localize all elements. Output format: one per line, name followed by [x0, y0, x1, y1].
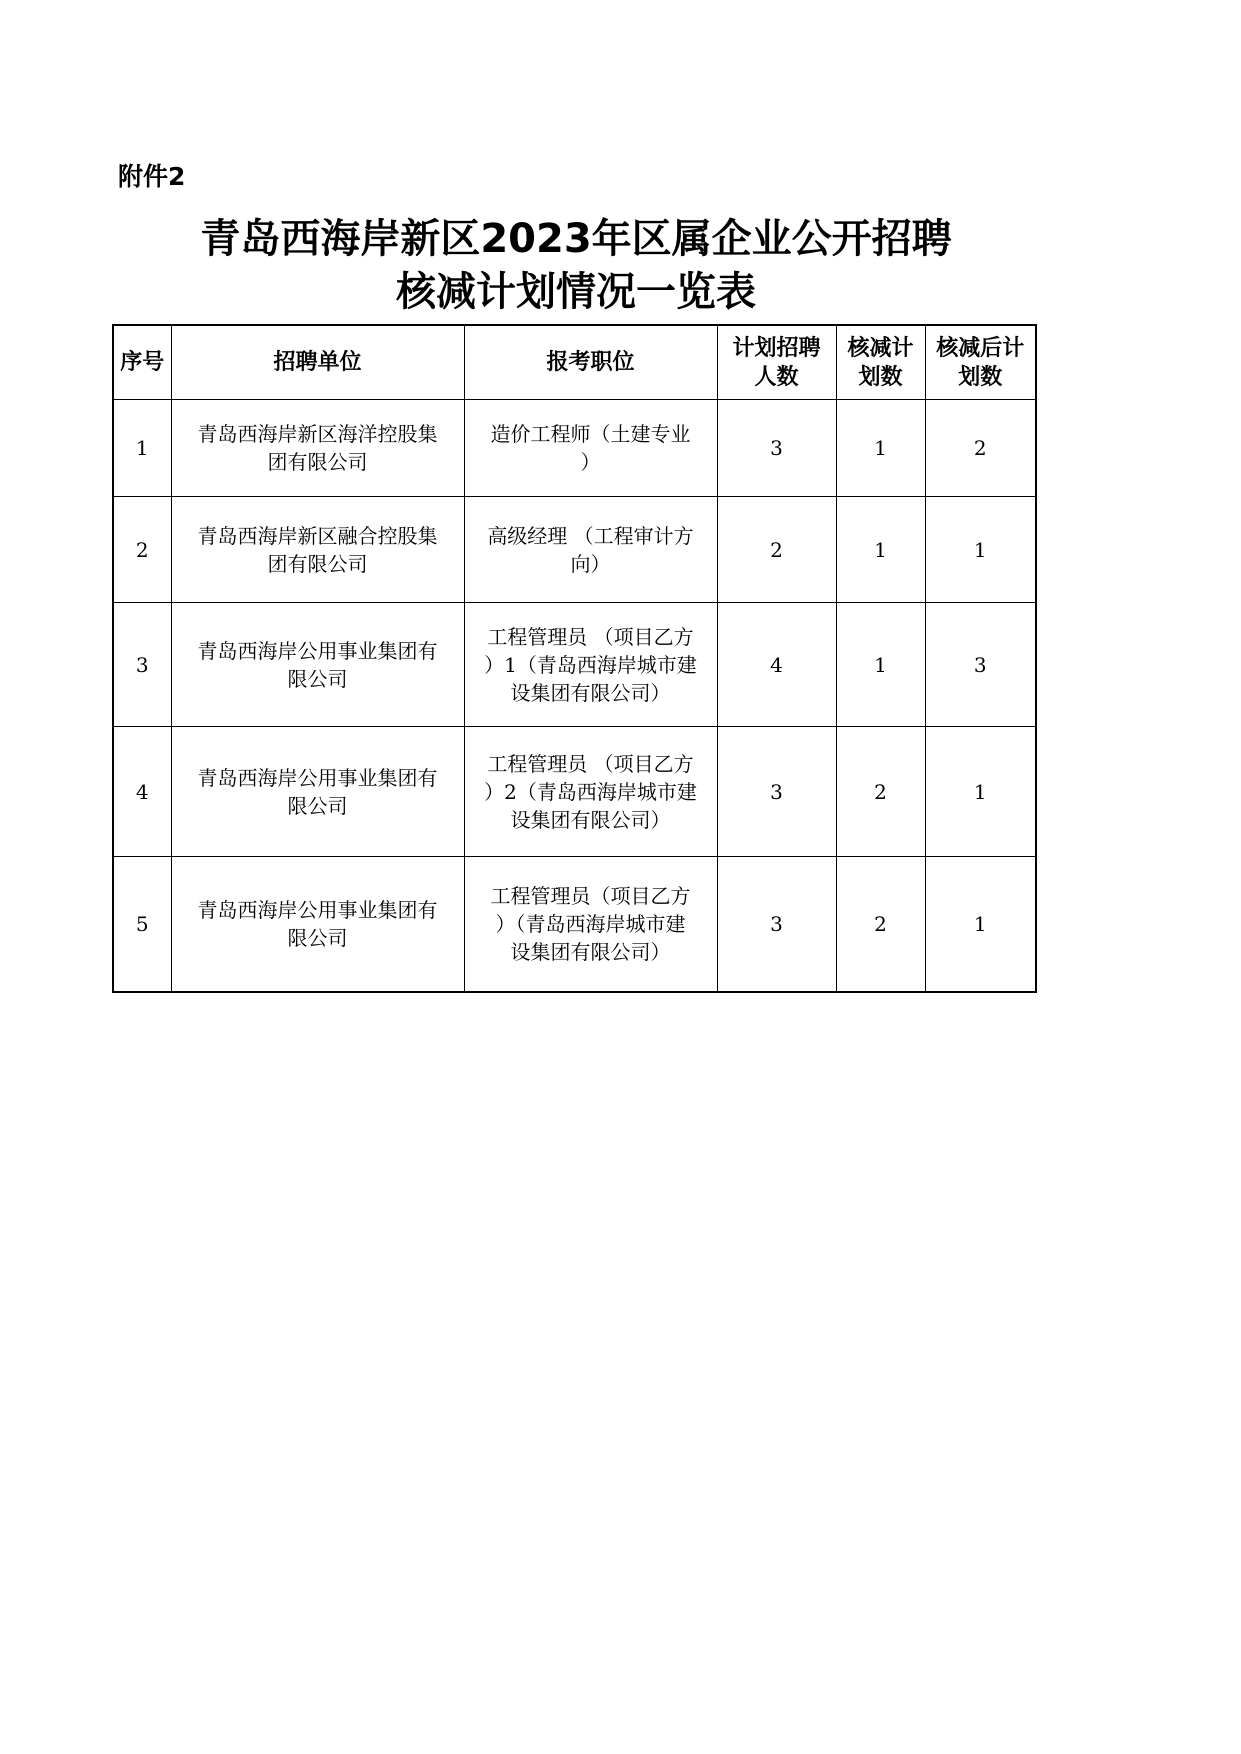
cell-line: 造价工程师（土建专业	[490, 422, 691, 446]
cell-after: 3	[925, 603, 1036, 727]
cell-line: 团有限公司	[267, 551, 368, 576]
attachment-label: 附件2	[118, 162, 186, 191]
table-row	[113, 497, 1036, 603]
cell-unit	[171, 857, 464, 992]
cell-after: 2	[925, 400, 1036, 497]
cell-line: 工程管理员（项目乙方	[490, 883, 691, 908]
cell-reduced: 1	[836, 497, 925, 603]
header-after	[925, 325, 1036, 400]
header-planned-line: 人数	[754, 364, 799, 390]
cell-unit	[171, 497, 464, 603]
cell-line: 限公司	[287, 925, 348, 950]
table-row	[113, 603, 1036, 727]
cell-no: 5	[113, 857, 171, 992]
cell-line: 团有限公司	[267, 450, 368, 474]
cell-line: 青岛西海岸公用事业集团有	[197, 638, 438, 663]
cell-line: 工程管理员 （项目乙方	[487, 624, 694, 649]
cell-line: 设集团有限公司）	[510, 680, 671, 705]
header-no: 序号	[113, 325, 171, 400]
cell-line: 青岛西海岸公用事业集团有	[197, 897, 438, 922]
cell-reduced: 1	[836, 400, 925, 497]
table-header-row	[113, 325, 1036, 400]
reduction-plan-table	[112, 324, 1037, 993]
cell-line: ）	[580, 450, 601, 474]
table-row	[113, 727, 1036, 857]
cell-line: 工程管理员 （项目乙方	[487, 751, 694, 776]
table-row	[113, 857, 1036, 992]
cell-reduced: 2	[836, 727, 925, 857]
header-after-line: 核减后计	[936, 335, 1025, 361]
cell-no: 2	[113, 497, 171, 603]
header-planned-line: 计划招聘	[732, 335, 821, 361]
header-position: 报考职位	[464, 325, 717, 400]
cell-after: 1	[925, 497, 1036, 603]
cell-line: 限公司	[287, 666, 348, 691]
header-reduced-line: 核减计	[847, 335, 914, 361]
header-planned	[717, 325, 836, 400]
header-reduced	[836, 325, 925, 400]
cell-planned: 3	[717, 727, 836, 857]
cell-after: 1	[925, 727, 1036, 857]
header-after-line: 划数	[958, 364, 1003, 390]
cell-position	[464, 857, 717, 992]
cell-planned: 2	[717, 497, 836, 603]
cell-planned: 3	[717, 857, 836, 992]
cell-line: 限公司	[287, 793, 348, 818]
cell-line: 设集团有限公司）	[510, 807, 671, 832]
cell-planned: 4	[717, 603, 836, 727]
cell-no: 3	[113, 603, 171, 727]
cell-after: 1	[925, 857, 1036, 992]
cell-no: 4	[113, 727, 171, 857]
cell-position	[464, 497, 717, 603]
cell-no: 1	[113, 400, 171, 497]
table-row	[113, 400, 1036, 497]
cell-line: ）2（青岛西海岸城市建	[484, 779, 697, 804]
cell-line: 青岛西海岸新区海洋控股集	[197, 422, 438, 446]
cell-line: 青岛西海岸新区融合控股集	[197, 523, 438, 548]
cell-planned: 3	[717, 400, 836, 497]
header-unit: 招聘单位	[171, 325, 464, 400]
cell-line: ）1（青岛西海岸城市建	[484, 652, 697, 677]
cell-unit	[171, 400, 464, 497]
header-reduced-line: 划数	[858, 364, 903, 390]
cell-position	[464, 400, 717, 497]
cell-line: 设集团有限公司）	[510, 939, 671, 964]
cell-reduced: 2	[836, 857, 925, 992]
cell-unit	[171, 727, 464, 857]
document-title-line-1: 青岛西海岸新区2023年区属企业公开招聘	[200, 216, 952, 262]
document-title-line-2: 核减计划情况一览表	[396, 269, 756, 315]
cell-unit	[171, 603, 464, 727]
cell-reduced: 1	[836, 603, 925, 727]
cell-position	[464, 603, 717, 727]
cell-position	[464, 727, 717, 857]
cell-line: ）（青岛西海岸城市建	[495, 911, 686, 936]
cell-line: 青岛西海岸公用事业集团有	[197, 765, 438, 790]
cell-line: 高级经理 （工程审计方	[487, 523, 694, 548]
cell-line: 向）	[570, 551, 611, 576]
